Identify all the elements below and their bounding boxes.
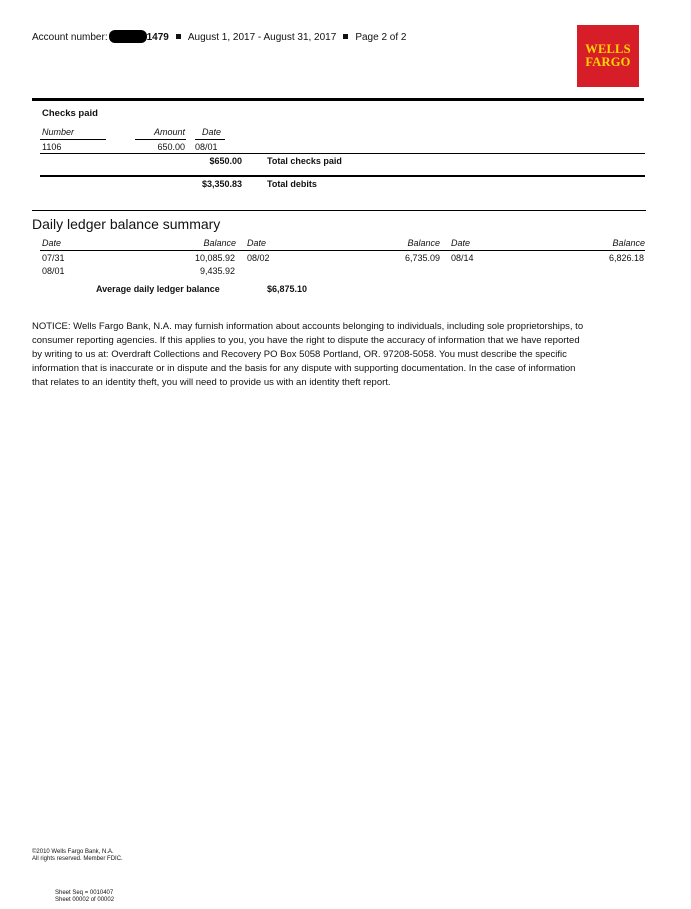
ledger-title: Daily ledger balance summary bbox=[32, 216, 221, 232]
check-number: 1106 bbox=[42, 142, 62, 152]
account-number-label: Account number: bbox=[32, 32, 108, 43]
ledger-col-balance: Balance bbox=[612, 238, 645, 248]
bullet-square-icon bbox=[343, 34, 348, 39]
avg-balance-value: $6,875.10 bbox=[267, 284, 308, 294]
copyright-line-1: ©2010 Wells Fargo Bank, N.A. bbox=[32, 849, 114, 855]
total-debits-amount: $3,350.83 bbox=[201, 179, 242, 189]
ledger-balance: 9,435.92 bbox=[199, 266, 235, 276]
statement-header bbox=[32, 30, 406, 43]
avg-balance-label: Average daily ledger balance bbox=[96, 284, 220, 294]
copyright-notice bbox=[32, 849, 123, 863]
checks-col-number: Number bbox=[42, 127, 75, 137]
check-amount: 650.00 bbox=[157, 142, 185, 152]
checks-col-amount: Amount bbox=[153, 127, 185, 137]
ledger-col-date: Date bbox=[247, 238, 267, 248]
notice-paragraph: NOTICE: Wells Fargo Bank, N.A. may furnish information about accounts belonging to individuals, including sole proprietorships, to consumer reporting agencies. If this applies to you, you have the right to dispute the accuracy of information that we have reported by writing to us at: Overdraft Collections and Recovery PO Box 5058 Portland, OR. 97208-5058. You must describe the specific information that is inaccurate or in dispute and the basis for any dispute with supporting documentation. In the case of information that relates to an identity theft, you will need to provide us with an identity theft report. bbox=[32, 321, 584, 388]
copyright-line-2: All rights reserved. Member FDIC. bbox=[32, 856, 123, 862]
ledger-date: 07/31 bbox=[42, 253, 65, 263]
ledger-balance: 6,826.18 bbox=[608, 253, 644, 263]
wells-fargo-logo bbox=[577, 25, 639, 87]
logo-line-1: WELLS bbox=[585, 42, 631, 56]
total-checks-label: Total checks paid bbox=[267, 156, 342, 166]
redacted-account-number bbox=[109, 30, 147, 43]
sheet-seq-line-1: Sheet Seq = 0010407 bbox=[55, 890, 114, 896]
page-indicator: Page 2 of 2 bbox=[355, 32, 407, 43]
header-divider bbox=[32, 98, 644, 101]
row-divider bbox=[40, 153, 645, 154]
check-date: 08/01 bbox=[195, 142, 218, 152]
account-number-suffix: 1479 bbox=[146, 32, 169, 43]
section-divider bbox=[32, 210, 646, 211]
totals-divider bbox=[40, 175, 645, 177]
ledger-header-divider bbox=[40, 250, 645, 251]
ledger-col-date: Date bbox=[451, 238, 471, 248]
checks-col-date: Date bbox=[202, 127, 222, 137]
sheet-sequence bbox=[55, 890, 114, 904]
logo-line-2: FARGO bbox=[585, 55, 631, 69]
ledger-date: 08/02 bbox=[247, 253, 270, 263]
col-underline bbox=[195, 139, 225, 140]
statement-period: August 1, 2017 - August 31, 2017 bbox=[187, 32, 337, 43]
total-checks-amount: $650.00 bbox=[209, 156, 242, 166]
ledger-date: 08/14 bbox=[451, 253, 474, 263]
col-underline bbox=[135, 139, 186, 140]
sheet-seq-line-2: Sheet 00002 of 00002 bbox=[55, 897, 115, 903]
col-underline bbox=[40, 139, 106, 140]
checks-paid-title: Checks paid bbox=[42, 108, 98, 119]
ledger-date: 08/01 bbox=[42, 266, 65, 276]
ledger-balance: 6,735.09 bbox=[404, 253, 440, 263]
bullet-square-icon bbox=[176, 34, 181, 39]
ledger-col-balance: Balance bbox=[203, 238, 236, 248]
ledger-col-balance: Balance bbox=[407, 238, 440, 248]
ledger-balance: 10,085.92 bbox=[194, 253, 235, 263]
ledger-col-date: Date bbox=[42, 238, 62, 248]
total-debits-label: Total debits bbox=[267, 179, 317, 189]
